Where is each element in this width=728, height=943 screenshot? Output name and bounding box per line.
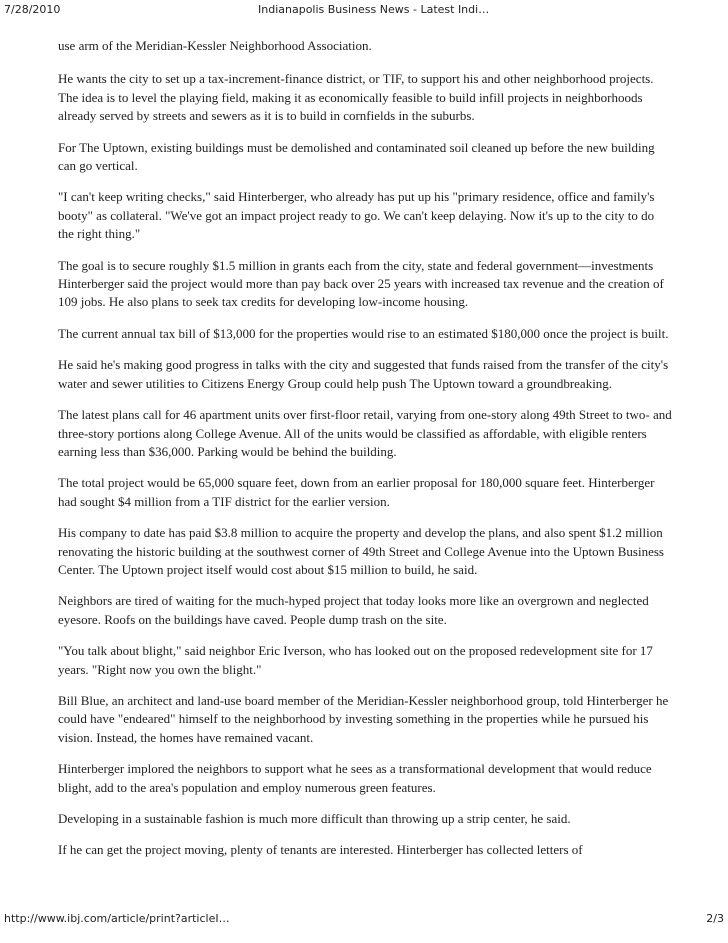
article-paragraph: He wants the city to set up a tax-increment-finance district, or TIF, to support his and other neighborhood projects. The idea is to level the playing field, making it as economically feasible to build infill projects in neighborhoods already served by streets and sewers as it is to build in cornfields in the suburbs. [58,71,654,124]
print-footer [0,912,728,928]
print-date: 7/28/2010 [4,3,61,16]
article-body [58,37,673,873]
article-paragraph: Developing in a sustainable fashion is much more difficult than throwing up a strip center, he said. [58,811,571,826]
article-paragraph: Hinterberger implored the neighbors to support what he sees as a transformational development that would reduce blight, add to the area's population and employ numerous green features. [58,761,652,795]
article-paragraph: "You talk about blight," said neighbor Eric Iverson, who has looked out on the proposed redevelopment site for 17 years. "Right now you own the blight." [58,643,653,677]
article-paragraph: His company to date has paid $3.8 million to acquire the property and develop the plans, and also spent $1.2 million renovating the historic building at the southwest corner of 49th Street and College Avenue into the Uptown Business Center. The Uptown project itself would cost about $15 million to build, he said. [58,525,664,577]
article-paragraph: The latest plans call for 46 apartment units over first-floor retail, varying from one-story along 49th Street to two- and three-story portions along College Avenue. All of the units would be classified as affordable, with eligible renters earning less than $36,000. Parking would be behind the building. [58,407,672,459]
article-paragraph: If he can get the project moving, plenty of tenants are interested. Hinterberger has collected letters of [58,842,583,858]
article-paragraph: Bill Blue, an architect and land-use board member of the Meridian-Kessler neighborhood group, told Hinterberger he could have "endeared" himself to the neighborhood by investing something in the properties while he pursued his vision. Instead, the homes have remained vacant. [58,692,669,745]
article-paragraph: The goal is to secure roughly $1.5 million in grants each from the city, state and federal government—investments Hinterberger said the project would more than pay back over 25 years with increased tax revenue and the creation of 109 jobs. He also plans to seek tax credits for developing low-income housing. [58,257,664,310]
article-paragraph: The current annual tax bill of $13,000 for the properties would rise to an estimated $180,000 once the project is built. [58,325,669,341]
article-paragraph: The total project would be 65,000 square feet, down from an earlier proposal for 180,000 square feet. Hinterberger had sought $4 million from a TIF district for the earlier version. [58,475,655,509]
page-number: 2/3 [706,912,724,925]
print-page-title: Indianapolis Business News - Latest Indi… [258,3,490,16]
article-paragraph: Neighbors are tired of waiting for the much-hyped project that today looks more like an overgrown and neglected eyesore. Roofs on the buildings have caved. People dump trash on the site. [58,593,649,627]
article-paragraph: "I can't keep writing checks," said Hinterberger, who already has put up his "primary residence, office and family's booty" as collateral. "We've got an impact project ready to go. We can't keep delaying. Now it's up to the city to do the right thing." [58,189,655,242]
print-url: http://www.ibj.com/article/print?articleI… [4,912,230,925]
print-header [0,3,728,19]
article-paragraph: use arm of the Meridian-Kessler Neighborhood Association. [58,38,372,53]
article-paragraph: For The Uptown, existing buildings must be demolished and contaminated soil cleaned up before the new building can go vertical. [58,139,655,174]
article-paragraph: He said he's making good progress in talks with the city and suggested that funds raised from the transfer of the city's water and sewer utilities to Citizens Energy Group could help push The Uptown toward a groundbreaking. [58,357,669,391]
